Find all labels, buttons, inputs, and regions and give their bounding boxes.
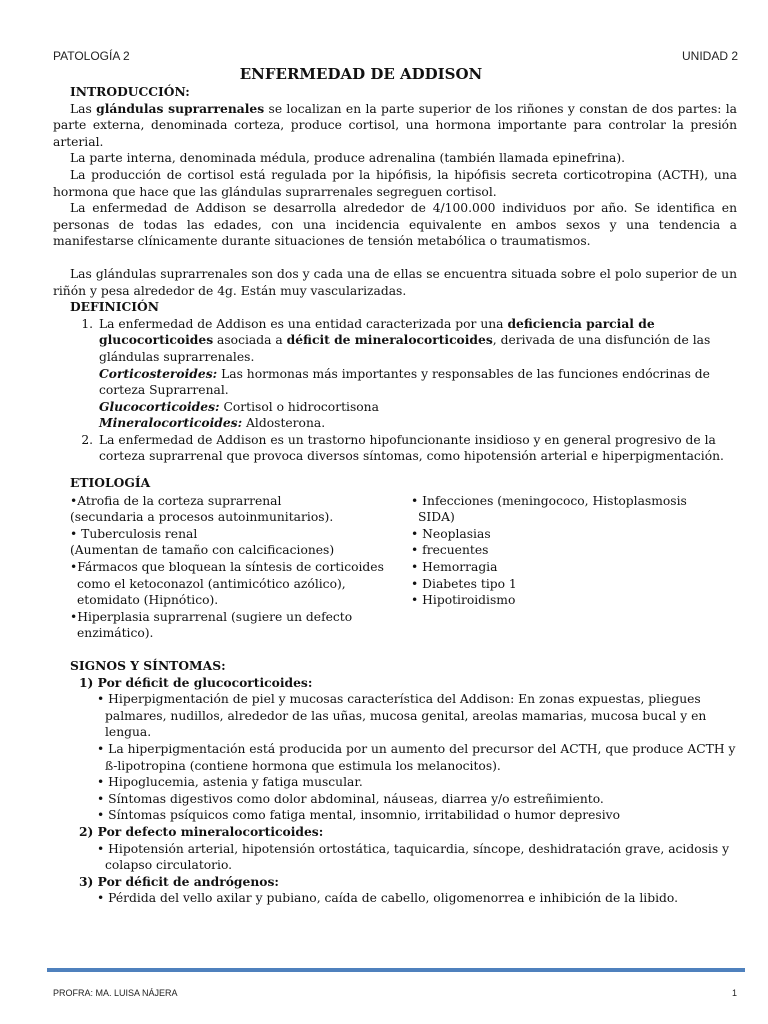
page-number: 1 [731,988,737,998]
intro-paragraph-5: Las glándulas suprarrenales son dos y cada una de ellas se encuentra situada sobre el polo superior de un riñón y pesa alrededor de 4g. Están muy vascularizadas. [53,266,737,298]
list-item: • Pérdida del vello axilar y pubiano, caída de cabello, oligomenorrea e inhibición de la libido. [97,891,678,906]
intro-paragraph-2: La parte interna, denominada médula, produce adrenalina (también llamada epinefrina). [70,151,626,166]
list-item: • Infecciones (meningococo, Histoplasmosis SIDA) [411,493,687,525]
etiology-columns [53,493,737,642]
list-item: • Diabetes tipo 1 [411,576,517,591]
intro-heading: INTRODUCCIÓN: [70,84,190,99]
document-body [53,84,737,907]
definition-item-1: 1. La enfermedad de Addison es una entidad caracterizada por una deficiencia parcial de glucocorticoides asociada a déficit de mineralocorticoides, derivada de una disfunción de las glándulas suprarrenales. Corticosteroides: Las hormonas más importantes y responsables de las funciones endócrinas de corteza Suprarrenal. Glucocorticoides: Cortisol o hidrocortisona Mineralocorticoides: Aldosterona. [97,316,737,432]
list-item: •Fármacos que bloquean la síntesis de corticoides como el ketoconazol (antimicótico azólico), etomidato (Hipnótico). [70,560,384,608]
footer-divider [47,968,745,972]
etiology-column-left [53,493,401,642]
list-item: • frecuentes [411,543,489,558]
header-course: PATOLOGÍA 2 [53,49,130,63]
list-item: • Hemorragia [411,560,498,575]
list-item: • Hipotensión arterial, hipotensión ortostática, taquicardia, síncope, deshidratación grave, acidosis y colapso circulatorio. [97,841,730,873]
page-title: ENFERMEDAD DE ADDISON [239,65,483,83]
list-item: • La hiperpigmentación está producida por un aumento del precursor del ACTH, que produce ACTH y ß-lipotropina (contiene hormona que estimula los melanocitos). [97,741,736,773]
term-corticosteroides: Corticosteroides: Las hormonas más importantes y responsables de las funciones endócrinas de corteza Suprarrenal. [99,365,710,398]
header-unit: UNIDAD 2 [681,49,738,63]
list-item: •Hiperplasia suprarrenal (sugiere un defecto enzimático). [70,609,353,641]
list-item: •Atrofia de la corteza suprarrenal (secundaria a procesos autoinmunitarios). [70,493,334,525]
footer-teacher: PROFRA: MA. LUISA NÁJERA [53,988,178,998]
term-glucocorticoides: Glucocorticoides: Cortisol o hidrocortisona [99,398,379,414]
list-item: • Hiperpigmentación de piel y mucosas característica del Addison: En zonas expuestas, pliegues palmares, nudillos, alrededor de las uñas, mucosa genital, areolas mamarias, mucosa bucal y en lengua. [97,692,707,740]
term-mineralocorticoides: Mineralocorticoides: Aldosterona. [99,415,326,431]
list-item: • Hipoglucemia, astenia y fatiga muscular. [97,775,363,790]
list-item: • Tuberculosis renal (Aumentan de tamaño con calcificaciones) [70,526,335,558]
definition-list [53,316,737,465]
signs-group-1-heading: 1) Por déficit de glucocorticoides: [79,674,313,690]
definition-heading: DEFINICIÓN [70,299,160,315]
list-item: • Hipotiroidismo [411,593,516,608]
intro-paragraph-3: La producción de cortisol está regulada por la hipófisis, la hipófisis secreta corticotropina (ACTH), una hormona que hace que las glándulas suprarrenales segreguen cortisol. [53,167,737,199]
signs-group-2-heading: 2) Por defecto mineralocorticoides: [79,823,324,839]
list-item: • Síntomas digestivos como dolor abdominal, náuseas, diarrea y/o estreñimiento. [97,791,604,806]
etiology-heading: ETIOLOGÍA [70,475,151,491]
signs-heading: SIGNOS Y SÍNTOMAS: [70,658,226,673]
signs-group-3-heading: 3) Por déficit de andrógenos: [79,873,279,889]
intro-paragraph-1: Las glándulas suprarrenales se localizan en la parte superior de los riñones y constan de dos partes: la parte externa, denominada corteza, produce cortisol, una hormona importante para controlar la presión arterial. [53,100,738,149]
list-item: • Neoplasias [411,526,491,541]
list-item: • Síntomas psíquicos como fatiga mental, insomnio, irritabilidad o humor depresivo [97,808,620,823]
etiology-column-right [401,493,719,642]
definition-item-2: 2. La enfermedad de Addison es un trastorno hipofuncionante insidioso y en general progresivo de la corteza suprarrenal que provoca diversos síntomas, como hipotensión arterial e hiperpigmentación. [97,432,737,465]
intro-paragraph-4: La enfermedad de Addison se desarrolla alrededor de 4/100.000 individuos por año. Se identifica en personas de todas las edades, con una incidencia equivalente en ambos sexos y una tendencia a manifestarse clínicamente durante situaciones de tensión metabólica o traumatismos. [53,201,737,249]
